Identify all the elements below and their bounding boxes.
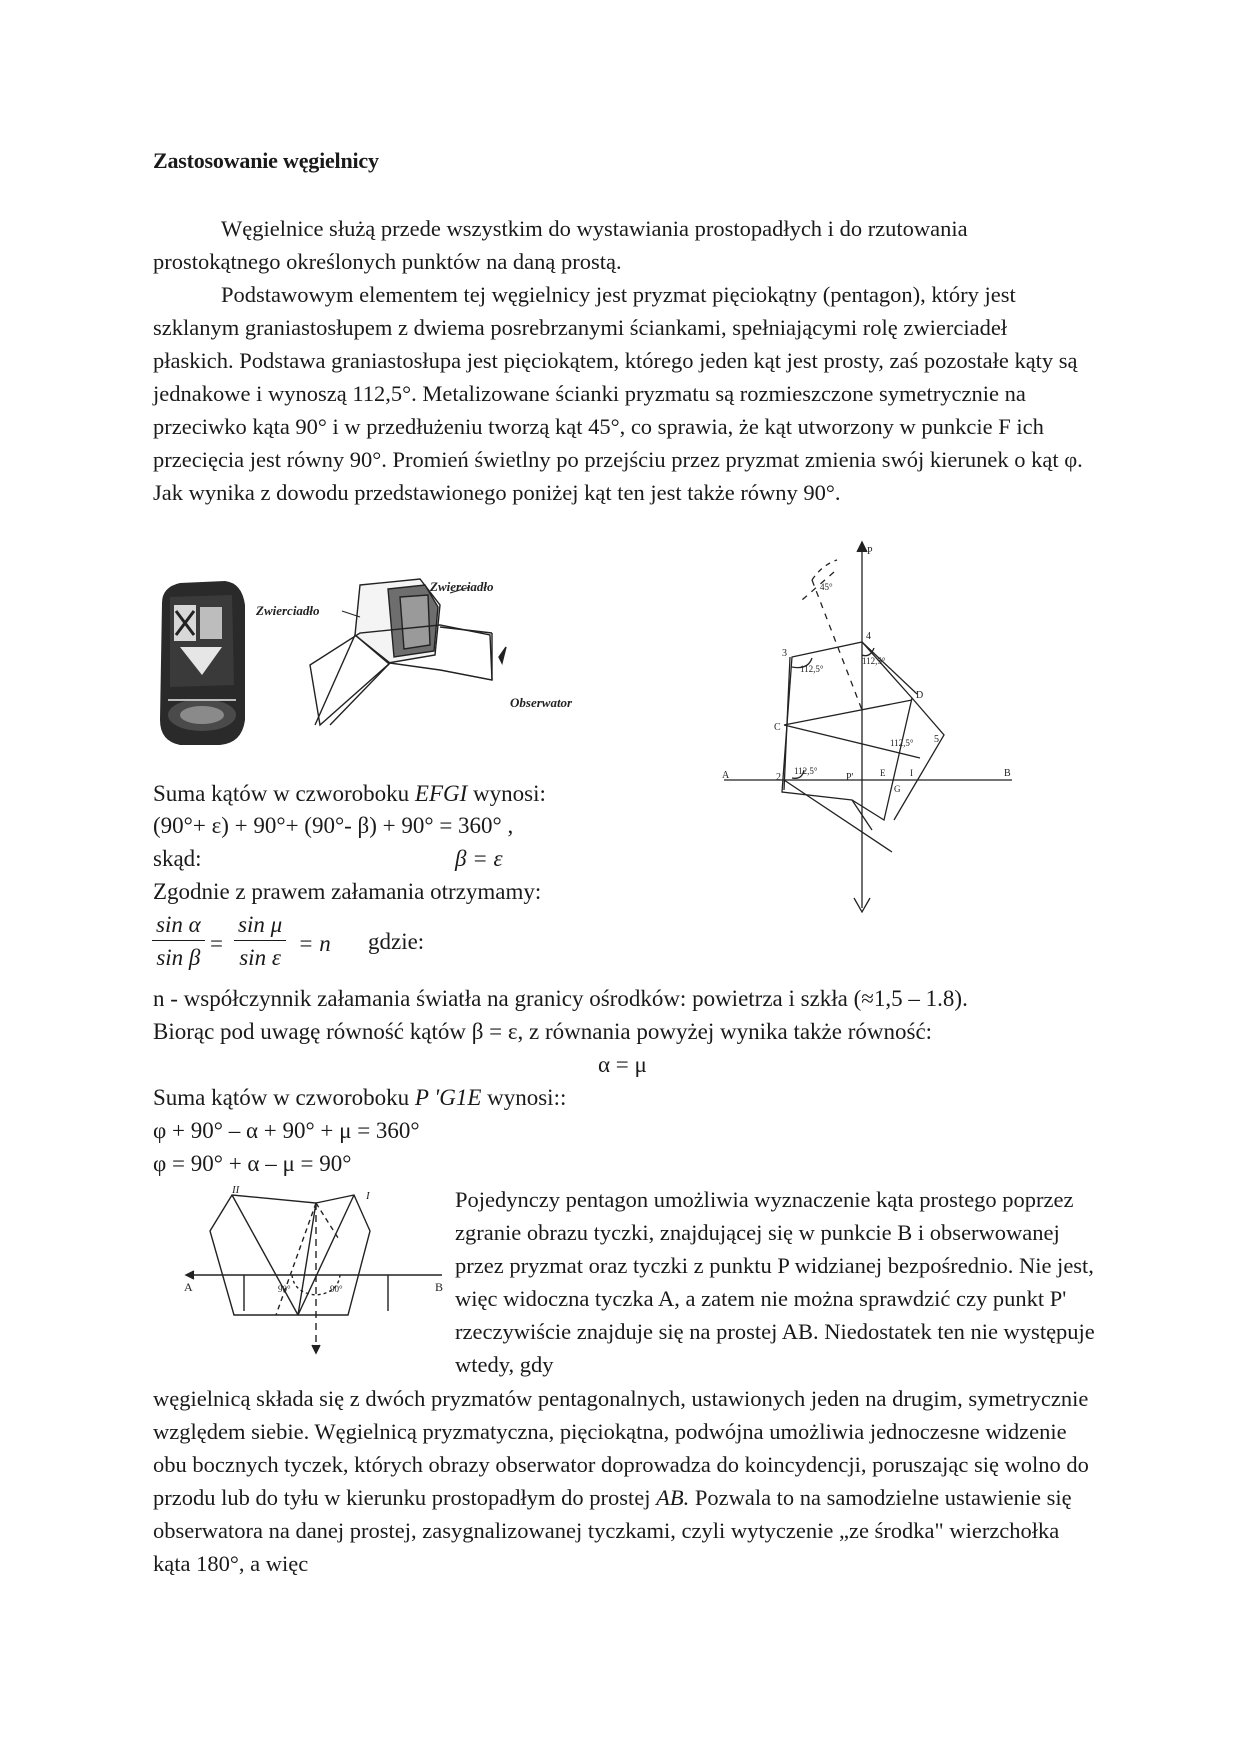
label-observer: Obserwator xyxy=(510,695,573,710)
label-112-d: 112,5° xyxy=(794,766,818,776)
label-112-b: 112,5° xyxy=(862,656,886,666)
label-2: 2 xyxy=(776,772,781,783)
fraction-alpha-beta: $\frac{\text{sin α}}{\text{sin β}}$ xyxy=(152,912,205,971)
label-mirror-right: Zwierciadło xyxy=(430,579,494,594)
derivation-line-phi-2: φ = 90° + α – μ = 90° xyxy=(153,1151,352,1176)
label-I: I xyxy=(910,768,913,778)
pentagon-left xyxy=(210,1195,316,1315)
label-mirror-left: Zwierciadło xyxy=(256,603,320,618)
derivation-line-4: Zgodnie z prawem załamania otrzymamy: xyxy=(153,879,542,904)
label-4: 4 xyxy=(866,631,871,642)
figure-instrument-and-prism xyxy=(150,575,590,750)
label-A: A xyxy=(722,770,730,781)
label-3: 3 xyxy=(782,648,787,659)
figure-double-pentagon xyxy=(180,1185,450,1360)
label-112-c: 112,5° xyxy=(890,738,914,748)
derivation-line-3-label: skąd: xyxy=(153,846,202,871)
label-II: II xyxy=(232,1185,240,1196)
label-112-a: 112,5° xyxy=(800,664,824,674)
label-gdzie: gdzie: xyxy=(368,929,425,954)
label-90-left: 90° xyxy=(278,1284,291,1294)
label-G: G xyxy=(894,784,901,794)
label-B-fig3: B xyxy=(435,1280,444,1294)
derivation-line-alpha: α = μ xyxy=(598,1052,647,1077)
fraction-mu-epsilon: $\frac{\text{sin μ}}{\text{sin ε}}$ xyxy=(234,912,286,971)
label-E: E xyxy=(880,768,886,778)
label-90-right: 90° xyxy=(330,1284,343,1294)
derivation-line-beta: Biorąc pod uwagę równość kątów β = ε, z równania powyżej wynika także równość: xyxy=(153,1019,933,1044)
section-title: Zastosowanie węgielnicy xyxy=(153,148,379,173)
paragraph-intro: Węgielnice służą przede wszystkim do wystawiania prostopadłych i do rzutowania prostokątnego określonych punktów na daną prostą. xyxy=(153,216,968,274)
label-A-fig3: A xyxy=(184,1280,193,1294)
label-P: P xyxy=(867,546,873,557)
equals-n: = n xyxy=(298,931,331,956)
pentagon-right xyxy=(298,1195,370,1315)
paragraph-single-pentagon: Pojedynczy pentagon umożliwia wyznaczenie kąta prostego poprzez zgranie obrazu tyczki, znajdującej się w punkcie B i obserwowanej przez pryzmat oraz tyczki z punktu P widzianej bezpośrednio. Nie jest, więc widoczna tyczka A, a zatem nie można sprawdzić czy punkt P' rzeczywiście znajduje się na prostej AB. Niedostatek ten nie występuje wtedy, gdy xyxy=(455,1187,1095,1377)
label-P-prime: P' xyxy=(846,772,854,783)
figure-ray-geometry xyxy=(712,530,1022,925)
derivation-line-phi-1: φ + 90° – α + 90° + μ = 360° xyxy=(153,1118,420,1143)
derivation-line-n: n - współczynnik załamania światła na granicy ośrodków: powietrza i szkła (≈1,5 – 1.8). xyxy=(153,986,968,1011)
prism-perspective xyxy=(310,579,506,725)
derivation-line-1: Suma kątów w czworoboku EFGI wynosi: xyxy=(153,781,546,806)
derivation-line-2: (90°+ ε) + 90°+ (90°- β) + 90° = 360° , xyxy=(153,813,514,838)
label-angle-45: 45° xyxy=(820,582,833,592)
derivation-line-sum2: Suma kątów w czworoboku P 'G1E wynosi:: xyxy=(153,1085,567,1110)
label-I: I xyxy=(366,1190,370,1202)
label-D: D xyxy=(916,690,924,701)
label-B: B xyxy=(1004,768,1011,779)
paragraph-double-pentagon: węgielnicą składa się z dwóch pryzmatów pentagonalnych, ustawionych jeden na drugim, symetrycznie względem siebie. Węgielnicą pryzmatyczna, pięciokątna, podwójna umożliwia jednoczesne widzenie obu bocznych tyczek, których obrazy obserwator doprowadza do koincydencji, poruszając się wolno do przodu lub do tyłu w kierunku prostopadłym do prostej AB. Pozwala to na samodzielne ustawienie się obserwatora na danej prostej, zasygnalizowanej tyczkami, czyli wytyczenie „ze środka" wierzchołka kąta 180°, a więc xyxy=(153,1386,1089,1576)
instrument-photo xyxy=(160,581,245,745)
paragraph-pentagon: Podstawowym elementem tej węgielnicy jest pryzmat pięciokątny (pentagon), który jest szklanym graniastosłupem z dwiema posrebrzanymi ściankami, spełniającymi rolę zwierciadeł płaskich. Podstawa graniastosłupa jest pięciokątem, którego jeden kąt jest prosty, zaś pozostałe kąty są jednakowe i wynoszą 112,5°. Metalizowane ścianki pryzmatu są rozmieszczone symetrycznie na przeciwko kąta 90° i w przedłużeniu tworzą kąt 45°, co sprawia, że kąt utworzony w punkcie F ich przecięcia jest równy 90°. Promień świetlny po przejściu przez pryzmat zmienia swój kierunek o kąt φ. Jak wynika z dowodu przedstawionego poniżej kąt ten jest także równy 90°. xyxy=(153,282,1083,505)
label-5: 5 xyxy=(934,734,939,745)
equals-sign: = xyxy=(210,931,223,956)
label-C: C xyxy=(774,722,781,733)
derivation-line-3-eq: β = ε xyxy=(455,846,503,871)
